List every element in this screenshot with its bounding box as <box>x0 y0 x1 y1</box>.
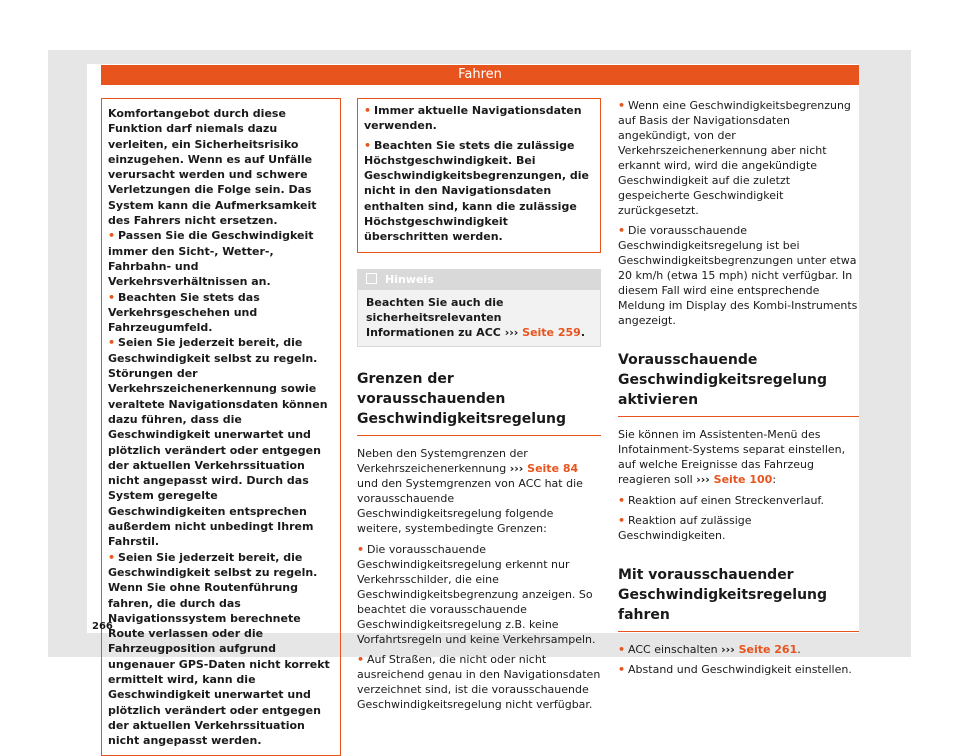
column-1 <box>101 98 341 756</box>
list-item: • Die vorausschauende Geschwindigkeitsregelung erkennt nur Verkehrsschilder, die eine Geschwindigkeitsbegrenzung anzeigen. So beachtet die vorausschauende Geschwindigkeitsregelung z.B. keine Vorfahrtsregeln und keine Verkehrsampeln. <box>357 542 596 646</box>
info-icon <box>366 273 377 284</box>
bullet-icon: • <box>357 652 365 666</box>
page-header: Fahren <box>101 65 859 85</box>
column-2 <box>357 98 601 717</box>
column-3 <box>618 98 859 682</box>
warning-box-continued <box>357 98 601 253</box>
bullet-icon: • <box>364 104 372 117</box>
bullet-icon: • <box>364 138 372 152</box>
bullet-icon: • <box>108 229 116 243</box>
bullet-icon: • <box>108 550 116 564</box>
bullet-icon: • <box>108 290 116 304</box>
page-link[interactable]: ››› Seite 84 <box>509 461 579 475</box>
list-item: • Die vorausschauende Geschwindigkeitsregelung ist bei Geschwindigkeitsbegrenzungen unter etwa 20 km/h (etwa 15 mph) nicht verfügbar. In diesem Fall wird eine entsprechende Meldung im Display des Kombi-Instruments angezeigt. <box>618 224 858 327</box>
note-title: Hinweis <box>385 272 434 286</box>
bullet-icon: • <box>618 643 626 656</box>
note-header <box>358 270 600 290</box>
page-link[interactable]: ››› Seite 100 <box>696 473 773 486</box>
bullet-icon: • <box>618 99 626 112</box>
bullet-icon: • <box>618 494 626 507</box>
warning-bullet: • Seien Sie jederzeit bereit, die Geschwindigkeit selbst zu regeln. Störungen der Verkehrszeichenerkennung sowie veraltete Navigationsdaten können dazu führen, dass die Geschwindigkeit unerwartet und plötzlich verändert oder entgegen der aktuellen Verkehrssituation nicht angepasst wird. Durch das System geregelte Geschwindigkeiten entsprechen außerdem nicht unbedingt Ihrem Fahrstil. <box>108 336 328 549</box>
list-item: • Abstand und Geschwindigkeit einstellen. <box>618 663 852 676</box>
paragraph: Sie können im Assistenten-Menü des Infotainment-Systems separat einstellen, auf welche Ereignisse das Fahrzeug reagieren soll ››› Seite 100: <box>618 428 846 486</box>
list-item: • Reaktion auf einen Streckenverlauf. <box>618 494 824 507</box>
warning-bullet: • Beachten Sie stets die zulässige Höchstgeschwindigkeit. Bei Geschwindigkeitsbegrenzungen, die nicht in den Navigationsdaten enthalten sind, kann die zulässige Höchstgeschwindigkeit überschritten werden. <box>364 138 589 244</box>
list-item: • Reaktion auf zulässige Geschwindigkeiten. <box>618 514 752 542</box>
bullet-icon: • <box>618 514 626 527</box>
warning-intro: Komfortangebot durch diese Funktion darf niemals dazu verleiten, ein Sicherheitsrisiko einzugehen. Wenn es auf Unfälle verursacht werden und schwere Verletzungen die Folge sein. Das System kann die Aufmerksamkeit des Fahrers nicht ersetzen. <box>108 107 317 228</box>
warning-bullet: • Passen Sie die Geschwindigkeit immer den Sicht-, Wetter-, Fahrbahn- und Verkehrsverhältnissen an. <box>108 229 314 289</box>
section-title: Grenzen der vorausschauenden Geschwindigkeitsregelung <box>357 369 601 436</box>
page-link[interactable]: ››› Seite 261 <box>721 643 798 656</box>
paragraph: Neben den Systemgrenzen der Verkehrszeichenerkennung ››› Seite 84 und den Systemgrenzen von ACC hat die vorausschauende Geschwindigkeitsregelung folgende weitere, systembedingte Grenzen: <box>357 446 583 535</box>
warning-box <box>101 98 341 756</box>
warning-bullet: • Beachten Sie stets das Verkehrsgeschehen und Fahrzeugumfeld. <box>108 290 260 335</box>
section-title: Vorausschauende Geschwindigkeitsregelung aktivieren <box>618 350 859 417</box>
page-number: 266 <box>92 621 113 632</box>
warning-bullet: • Immer aktuelle Navigationsdaten verwenden. <box>364 104 582 133</box>
bullet-icon: • <box>357 542 365 556</box>
page-link[interactable]: ››› Seite 259 <box>504 325 581 339</box>
bullet-icon: • <box>618 224 626 237</box>
note-box <box>357 269 601 347</box>
section-title: Mit vorausschauender Geschwindigkeitsregelung fahren <box>618 565 859 632</box>
note-body: Beachten Sie auch die sicherheitsrelevanten Informationen zu ACC ››› Seite 259. <box>366 295 585 339</box>
bullet-icon: • <box>108 336 116 350</box>
list-item: • Auf Straßen, die nicht oder nicht ausreichend genau in den Navigationsdaten verzeichnet sind, ist die vorausschauende Geschwindigkeitsregelung nicht verfügbar. <box>357 652 601 711</box>
list-item: • Wenn eine Geschwindigkeitsbegrenzung auf Basis der Navigationsdaten angekündigt, von der Verkehrszeichenerkennung aber nicht erkannt wird, wird die angekündigte Geschwindigkeit auf die zuletzt gespeicherte Geschwindigkeit zurückgesetzt. <box>618 99 851 217</box>
warning-bullet: • Seien Sie jederzeit bereit, die Geschwindigkeit selbst zu regeln. Wenn Sie ohne Routenführung fahren, die durch das Navigationssystem berechnete Route verlassen oder die Fahrzeugposition aufgrund ungenauer GPS-Daten nicht korrekt ermittelt wird, kann die Geschwindigkeit unerwartet und plötzlich verändert oder entgegen der aktuellen Verkehrssituation nicht angepasst werden. <box>108 550 330 748</box>
bullet-icon: • <box>618 663 626 676</box>
list-item: • ACC einschalten ››› Seite 261. <box>618 643 801 656</box>
